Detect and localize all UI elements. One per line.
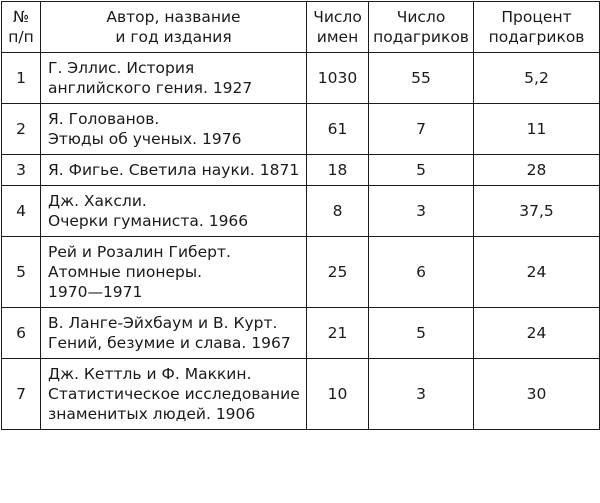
- cell-names: 25: [307, 237, 369, 308]
- header-author: [41, 2, 307, 53]
- cell-author: [41, 308, 307, 359]
- cell-podag: 5: [369, 308, 474, 359]
- table-row: [2, 186, 600, 237]
- header-pct-line: Процент: [501, 8, 572, 26]
- cell-names: 10: [307, 359, 369, 430]
- header-podag: [369, 2, 474, 53]
- header-names-line: имен: [316, 28, 359, 46]
- cell-num: 3: [2, 155, 41, 186]
- cell-names: 8: [307, 186, 369, 237]
- author-line: Дж. Кеттль и Ф. Маккин.: [48, 365, 252, 383]
- cell-num: 7: [2, 359, 41, 430]
- author-line: Г. Эллис. История: [48, 59, 195, 77]
- header-num: [2, 2, 41, 53]
- cell-pct: 24: [474, 237, 600, 308]
- author-line: знаменитых людей. 1906: [48, 405, 256, 423]
- cell-author: [41, 104, 307, 155]
- cell-pct: 24: [474, 308, 600, 359]
- table-row: [2, 359, 600, 430]
- author-line: 1970—1971: [48, 283, 143, 301]
- header-names: [307, 2, 369, 53]
- cell-pct: 5,2: [474, 53, 600, 104]
- author-line: Очерки гуманиста. 1966: [48, 212, 249, 230]
- header-author-line: и год издания: [115, 28, 232, 46]
- cell-author: [41, 186, 307, 237]
- table-row: [2, 155, 600, 186]
- cell-num: 6: [2, 308, 41, 359]
- cell-num: 2: [2, 104, 41, 155]
- cell-podag: 3: [369, 186, 474, 237]
- author-line: английского гения. 1927: [48, 79, 253, 97]
- cell-podag: 5: [369, 155, 474, 186]
- header-pct-line: подагриков: [488, 28, 585, 46]
- author-line: Я. Голованов.: [48, 110, 160, 128]
- table-row: [2, 237, 600, 308]
- author-line: Гений, безумие и слава. 1967: [48, 334, 291, 352]
- header-num-line: №: [12, 8, 30, 26]
- table-header: [2, 2, 600, 53]
- cell-podag: 55: [369, 53, 474, 104]
- cell-names: 1030: [307, 53, 369, 104]
- author-line: Дж. Хаксли.: [48, 192, 147, 210]
- cell-author: [41, 53, 307, 104]
- header-podag-line: Число: [396, 8, 446, 26]
- cell-pct: 28: [474, 155, 600, 186]
- author-line: Атомные пионеры.: [48, 263, 203, 281]
- cell-author: [41, 359, 307, 430]
- header-author-line: Автор, название: [106, 8, 241, 26]
- table-row: [2, 104, 600, 155]
- header-podag-line: подагриков: [373, 28, 469, 46]
- author-line: Статистическое исследование: [48, 385, 300, 403]
- cell-pct: 11: [474, 104, 600, 155]
- cell-author: [41, 155, 307, 186]
- header-names-line: Число: [313, 8, 362, 26]
- cell-num: 5: [2, 237, 41, 308]
- cell-pct: 30: [474, 359, 600, 430]
- cell-names: 18: [307, 155, 369, 186]
- author-line: Я. Фигье. Светила науки. 1871: [48, 161, 300, 179]
- author-line: В. Ланге-Эйхбаум и В. Курт.: [48, 314, 278, 332]
- header-row: [2, 2, 600, 53]
- cell-pct: 37,5: [474, 186, 600, 237]
- author-line: Этюды об ученых. 1976: [48, 130, 242, 148]
- table-row: [2, 53, 600, 104]
- cell-num: 1: [2, 53, 41, 104]
- author-line: Рей и Розалин Гиберт.: [48, 243, 231, 261]
- header-num-line: п/п: [8, 28, 34, 46]
- data-table: [1, 1, 600, 430]
- cell-podag: 3: [369, 359, 474, 430]
- header-pct: [474, 2, 600, 53]
- table-body: [2, 53, 600, 430]
- cell-podag: 6: [369, 237, 474, 308]
- table-row: [2, 308, 600, 359]
- cell-podag: 7: [369, 104, 474, 155]
- cell-num: 4: [2, 186, 41, 237]
- cell-names: 61: [307, 104, 369, 155]
- cell-names: 21: [307, 308, 369, 359]
- cell-author: [41, 237, 307, 308]
